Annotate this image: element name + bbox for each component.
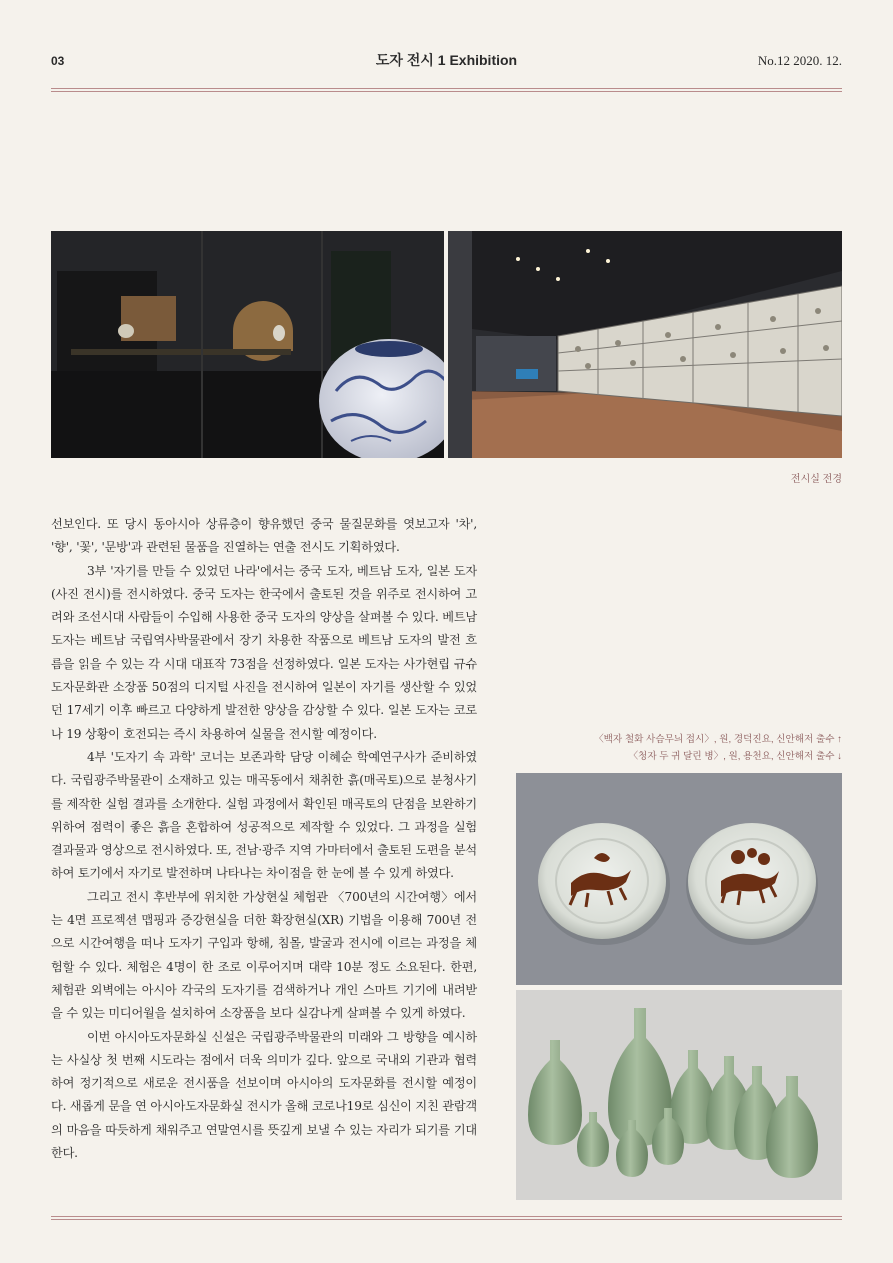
gallery-photo-caption: 전시실 전경 <box>790 474 842 485</box>
exhibition-case-photo <box>51 231 444 458</box>
article-body <box>51 513 477 1165</box>
page-title: 도자 전시 1 Exhibition <box>375 52 518 68</box>
bottle-caption: 〈청자 두 귀 달린 병〉, 원, 용천요, 신안해저 출수 ↓ <box>628 751 842 762</box>
issue-label: No.12 2020. 12. <box>757 53 842 68</box>
header-rule <box>51 88 842 92</box>
page-header <box>51 48 842 78</box>
article-paragraph: 이번 아시아도자문화실 신설은 국립광주박물관의 미래와 그 방향을 예시하는 사실상 첫 번째 시도라는 점에서 더욱 의미가 깊다. 앞으로 국내외 기관과 협력하여 정기적으로 새로운 전시품을 선보이며 아시아의 도자문화를 전시할 예정이다. 새롭게 문을 연 아시아도자문화실 전시가 올해 코로나19로 심신이 지친 관람객의 마음을 따듯하게 채워주고 연말연시를 뜻깊게 보낼 수 있는 자리가 되기를 기대한다. <box>51 1029 477 1161</box>
article-paragraph: 그리고 전시 후반부에 위치한 가상현실 체험관 〈700년의 시간여행〉에서는 4면 프로젝션 맵핑과 증강현실을 더한 확장현실(XR) 기법을 이용해 700년 전으로 시간여행을 떠나 도자기 구입과 항해, 침몰, 발굴과 전시에 이르는 과정을 체험할 수 있다. 체험은 4명이 한 조로 이루어지며 대략 10분 정도 소요된다. 한편, 체험관 외벽에는 아시아 각국의 도자기를 검색하거나 개인 스마트 기기에 내려받을 수 있는 미디어월을 설치하여 소장품을 보다 실감나게 살펴볼 수 있게 하였다. <box>51 889 477 1021</box>
article-paragraph: 선보인다. 또 당시 동아시아 상류층이 향유했던 중국 물질문화를 엿보고자 '차', '향', '꽃', '문방'과 관련된 물품을 진열하는 연출 전시도 기획하였다. <box>51 517 477 555</box>
celadon-bottles-photo <box>516 990 842 1200</box>
gallery-overview-photo <box>448 231 842 458</box>
artifact-captions <box>542 731 842 765</box>
article-paragraph: 3부 '자기를 만들 수 있었던 나라'에서는 중국 도자, 베트남 도자, 일본 도자(사진 전시)를 전시하였다. 중국 도자는 한국에서 출토된 것을 위주로 전시하여 고려와 조선시대 사람들이 수입해 사용한 중국 도자의 양상을 살펴볼 수 있다. 베트남 도자는 베트남 국립역사박물관에서 장기 차용한 작품으로 베트남 도자의 발전 흐름을 읽을 수 있는 각 시대 대표작 73점을 선정하였다. 일본 도자는 사가현립 규슈도자문화관 소장품 50점의 디지털 사진을 전시하여 일본이 자기를 생산할 수 있었던 17세기 이후 빠르고 다양하게 발전한 양상을 감상할 수 있다. 일본 도자는 코로나 19 상황이 호전되는 즉시 차용하여 실물을 전시할 예정이다. <box>51 563 478 741</box>
plate-caption: 〈백자 철화 사슴무늬 접시〉, 원, 경덕진요, 신안해저 출수 ↑ <box>594 734 842 745</box>
iron-painted-plates-photo <box>516 773 842 985</box>
article-paragraph: 4부 '도자기 속 과학' 코너는 보존과학 담당 이혜순 학예연구사가 준비하였다. 국립광주박물관이 소재하고 있는 매곡동에서 채취한 흙(매곡토)으로 분청사기를 제작한 실험 결과를 소개한다. 실험 과정에서 확인된 매곡토의 단점을 보완하기 위하여 점력이 좋은 흙을 혼합하여 성공적으로 제작할 수 있었다. 그 과정을 실험 결과물과 영상으로 전시하였다. 또, 전남·광주 지역 가마터에서 출토된 도편을 분석하여 토기에서 자기로 발전하며 나타나는 차이점을 한 눈에 볼 수 있게 하였다. <box>51 749 478 881</box>
footer-rule <box>51 1216 842 1220</box>
page-number: 03 <box>51 54 65 68</box>
